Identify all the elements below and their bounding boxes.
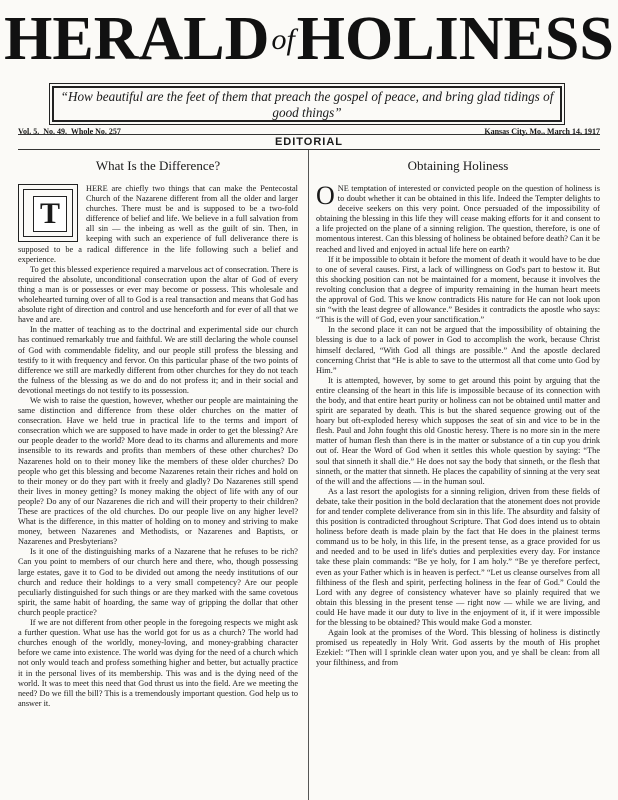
column-divider [308, 150, 309, 800]
motto-box [52, 86, 562, 122]
right-paragraph: Again look at the promises of the Word. This blessing of holiness is distinctly promised us repeatedly in Holy Writ. God asserts by the mouth of His prophet Ezekiel: “Then will I sprinkle clean water upon you, and ye shall be clean: from all your filthiness, and from [316, 628, 600, 668]
left-paragraph: Is it one of the distinguishing marks of a Nazarene that he refuses to be rich? Can you point to members of our church here and there, who, though possessing large estates, gave it to God to be divided out among the needy institutions of our church and reduce their holdings to a very small competency? Are our people peculiarly distinguished for such things or are they marked with the same covetous spirit, the same habit of hoarding, the same way of gripping the dollar that other church people practice? [18, 547, 298, 617]
motto-text: “How beautiful are the feet of them that preach the gospel of peace, and bring glad tidings of good things” [60, 89, 554, 120]
right-paragraph: As a last resort the apologists for a sinning religion, driven from these fields of debate, take their position in the bold declaration that the atonement does not provide for and tender complete deliverance from sin in this life. The absurdity and falsity of this position is contradicted throughout Scripture. That God does intend us to obtain holiness before death is made plain by the fact that He does in the plainest terms command us to be holy, in this life, in the present tense, as a grace provided for us and needed and to be used in life's duties and perplexities every day. For instance take these plain commands: “Be ye holy, for I am holy.” “Be ye therefore perfect, even as your Father which is in heaven is perfect.” “Let us cleanse ourselves from all filthiness of the flesh and spirit, perfecting holiness in the fear of God.” Could the Lord with any degree of consistency whatever have so plainly required that we obtain this blessing in the present tense — right now — while we are living, and could He have made it our duty to live in the enjoyment of it, if it were impossible for the blessing to be obtained? This would make God a monster. [316, 486, 600, 628]
initial-t-letter: T [33, 196, 67, 232]
left-paragraph: If we are not different from other people in the foregoing respects we might ask a further question. What use has the world got for us as a church? The world had churches enough of the worldly, money-loving, and money-grabbing character before we came into existence. The world was dying for the need of a church which not only would teach and profess something higher and better, but actually practice it in the personal lives of its membership. This was and is the dying need of the world. It was to meet this need that God thrust us into the field. Are we meeting the need? Do we fill the bill? This is a tremendously important question. God help us to answer it. [18, 618, 298, 708]
right-article-title: Obtaining Holiness [407, 158, 509, 173]
right-first-text: NE temptation of interested or convicted people on the question of holiness is to doubt whether it can be obtained in this life. Indeed the Tempter delights to deceive seekers on this very point. Once persuaded of the impossibility of obtaining the blessing in this life they will cease making efforts for it and consent to a life projected on the plane of a sinning religion. The question, therefore, is one of momentous interest. Can this blessing of holiness be obtained before death? Can it be reached and lived and enjoyed in actual life here on earth? [316, 184, 600, 254]
right-paragraph: In the second place it can not be argued that the impossibility of obtaining the blessing is due to a lack of power in God to accomplish the work, because Christ himself declared, “With God all things are possible.” And the apostle declared concerning Christ that “He is able to save to the uttermost all that come unto God by Him.” [316, 325, 600, 375]
section-title: EDITORIAL [274, 136, 344, 148]
left-article [18, 152, 298, 800]
right-article [316, 152, 600, 800]
initial-o-letter: O [316, 181, 335, 210]
right-paragraph [316, 181, 600, 255]
whole-number: Whole No. 257 [70, 127, 121, 136]
left-paragraph: In the matter of teaching as to the doctrinal and experimental side our church has continued remarkably true and faithful. We are still declaring the whole counsel of God with commendable fidelity, and our people still profess the blessing and testify to it with frequency and fervor. On this particular phase of the two points of difference we still are markedly different from other churches for they do not teach the fulness of the blessing as we do and do not profess it; and in their social and devotional meetings do not testify to its possession. [18, 325, 298, 395]
masthead [0, 6, 618, 73]
left-paragraph: To get this blessed experience required a marvelous act of consecration. There is required the absolute, unconditional consecration upon the altar of God of every thing a man is or possesses or ever may become or possess. This wholesale and wholehearted turning over of all to God is a real transaction and means that God has absolute right of direction and control and use henceforth and for ever of all that we have and are. [18, 264, 298, 325]
masthead-herald: HERALD [4, 5, 270, 73]
rule-bottom [18, 149, 600, 150]
place-date: Kansas City, Mo., March 14, 1917 [484, 127, 600, 136]
number: No. 49. [43, 127, 68, 136]
left-article-title: What Is the Difference? [95, 158, 221, 173]
right-paragraph: It is attempted, however, by some to get around this point by arguing that the entire cleansing of the heart in this life is impossible because of its connection with the body, and that entire heart purity or holiness can not be obtained until matter and spirit are separated by death. This is but the shared sequence growing out of the hoary but oft-exploded heresy which supposes the seat of sin and vice to be in the flesh. Paul and John fought this old Gnostic heresy. There is no more sin in the mere matter of human flesh than there is in the matter or substance of a tin cup you drink out of. Hear the Word of God when it settles this whole question by saying: “The soul that sinneth it shall die.” He does not say the body that sinneth, or the flesh that sinneth, or the matter that sinneth. He places the capability of sinning at the very seat of the will and the affections — in the human soul. [316, 375, 600, 486]
left-paragraph: We wish to raise the question, however, whether our people are maintaining the same distinction and difference from these older churches on the matter of consecration. Have we held true in practical life to the terms and import of consecration which we are supposed to have made in order to get the blessing? Are our people deader to the world? More dead to its charms and allurements and more insensible to its rewards and profits than members of these other churches? Do Nazarenes hold on to their money like the members of these older churches? Do people who get this blessing and become Nazarenes retain their riches and hold on to their money or do they part with it freely and gladly? Do Nazarenes still spend their lives in money getting? Is money making the object of life with any of our people? Do any of our Nazarenes die rich and will their property to their children? These are practices of the old churches. Do our people live on any higher level? What is the difference, in this matter of holding on to money and striving to make money, between Nazarenes and Methodists, or Nazarenes and Baptists, or Nazarenes and Presbyterians? [18, 395, 298, 547]
masthead-of: of [271, 23, 295, 56]
rule-top [18, 134, 600, 135]
volume: Vol. 5. [18, 127, 40, 136]
left-paragraph: HERE are chiefly two things that can make the Pentecostal Church of the Nazarene different from all the older and larger churches. There must be and is supposed to be a two-fold difference of belief and life. We believe in a full salvation from all sin — the inbeing as well as the guilt of sin. Then, in keeping with such an experience of full deliverance there is supposed to be a radical difference in the life following such a belief and experience. [18, 184, 298, 264]
masthead-holiness: HOLINESS [296, 5, 614, 73]
initial-t-ornament [18, 184, 78, 242]
right-paragraph: If it be impossible to obtain it before the moment of death it would have to be due to one of several causes. First, a lack of willingness on God's part to bestow it. But this shocking position can not be maintained for a moment, because it involves the revolting conclusion that a degree of impurity remaining in the human heart meets the approval of God. This we know contradicts His nature for He can not look upon sin “with the least degree of allowance.” Besides it contradicts the apostle who says: “This is the will of God, even your sanctification.” [316, 254, 600, 325]
